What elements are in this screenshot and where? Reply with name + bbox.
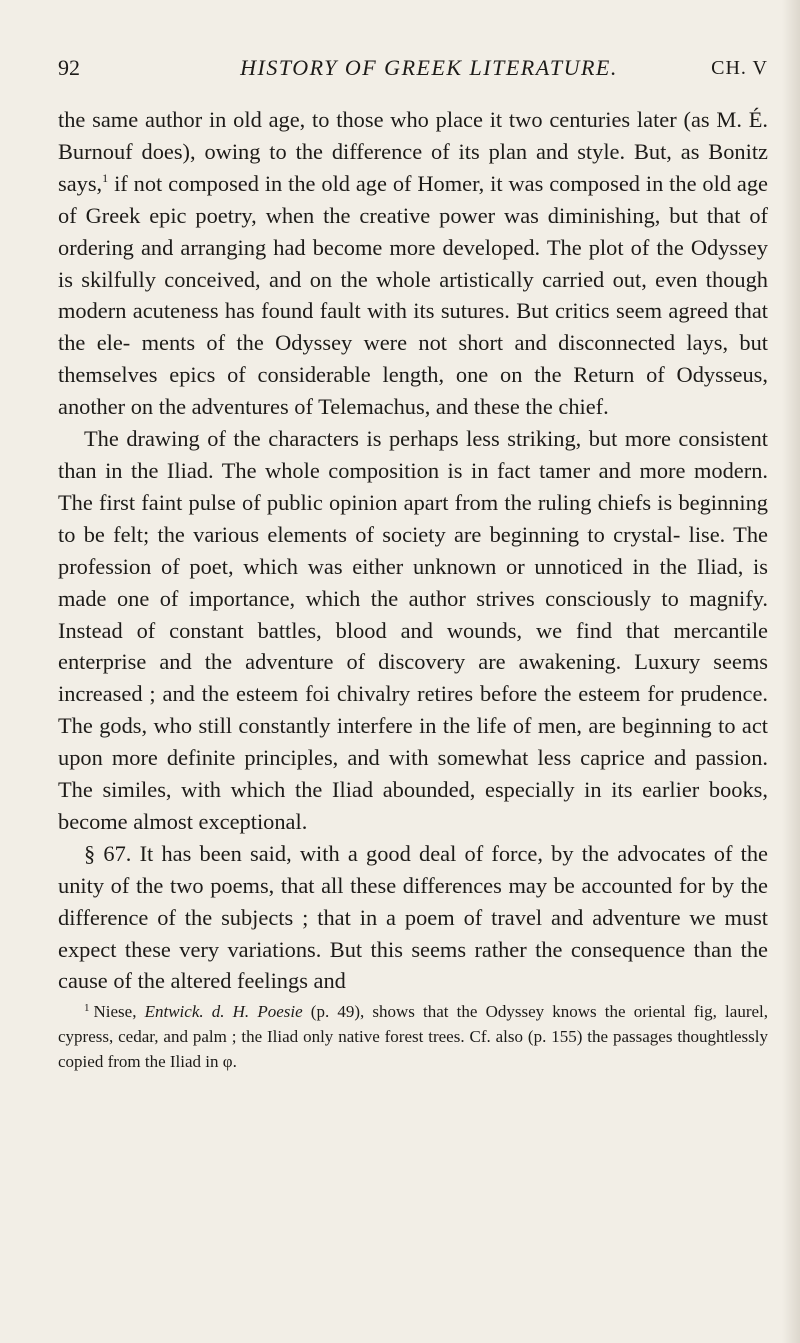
paragraph-1 [58,104,768,423]
paragraph-1-start: the same author in old age, to those who place it two centuries later (as M. É. Burnouf does), owing to the difference of its plan and style. But, as Bonitz says, [58,107,768,196]
page-number: 92 [58,55,80,80]
footnote-mark: 1 [84,1002,90,1015]
paragraph-3: § 67. It has been said, with a good deal of force, by the advocates of the unity of the two poems, that all these differences may be accounted for by the difference of the subjects ; that in a poem of travel and adventure we must expect these very variations. But this seems rather the consequence than the cause of the altered feelings and [58,840,768,994]
body-text [58,104,768,997]
running-head [58,50,768,86]
footnotes [58,999,768,1074]
page-edge-shadow [782,0,800,1343]
paragraph-2: The drawing of the characters is perhaps less striking, but more consistent than in the Iliad. The whole composition is in fact tamer and more modern. The first faint pulse of public opinion apart from the ruling chiefs is beginning to be felt; the various elements of society are beginning to crystal- lise. The profession of poet, which was either unknown or unnoticed in the Iliad, is made one of importance, which the author strives consciously to magnify. Instead of constant battles, blood and wounds, we find that mercantile enterprise and the adventure of discovery are awakening. Luxury seems increased ; and the esteem foi chivalry retires before the esteem for prudence. The gods, who still constantly interfere in the life of men, are beginning to act upon more definite principles, and with somewhat less caprice and passion. The similes, with which the Iliad abounded, especially in its earlier books, become almost exceptional. [58,426,768,834]
footnote-reference[interactable]: 1 [102,170,109,185]
footnote-1 [58,999,768,1074]
footnote-author: Niese, [93,1002,137,1022]
chapter-label: CH. V [711,57,768,79]
footnote-text: (p. 49), shows that the Odyssey knows the oriental fig, laurel, cypress, cedar, and palm ; the Iliad only native forest trees. Cf. also (p. 155) the passages thoughtlessly copied from the Iliad in φ. [58,1002,768,1072]
running-title: HISTORY OF GREEK LITERATURE. [240,55,618,80]
footnote-work-title: Entwick. d. H. Poesie [144,1002,303,1022]
paragraph-1-end: if not composed in the old age of Homer, it was composed in the old age of Greek epic poetry, when the creative power was diminishing, but that of ordering and arranging had become more developed. The plot of the Odyssey is skilfully conceived, and on the whole artistically carried out, even though modern acuteness has found fault with its sutures. But critics seem agreed that the ele- ments of the Odyssey were not short and disconnected lays, but themselves epics of considerable length, one on the Return of Odysseus, another on the adventures of Telemachus, and these the chief. [58,170,768,420]
